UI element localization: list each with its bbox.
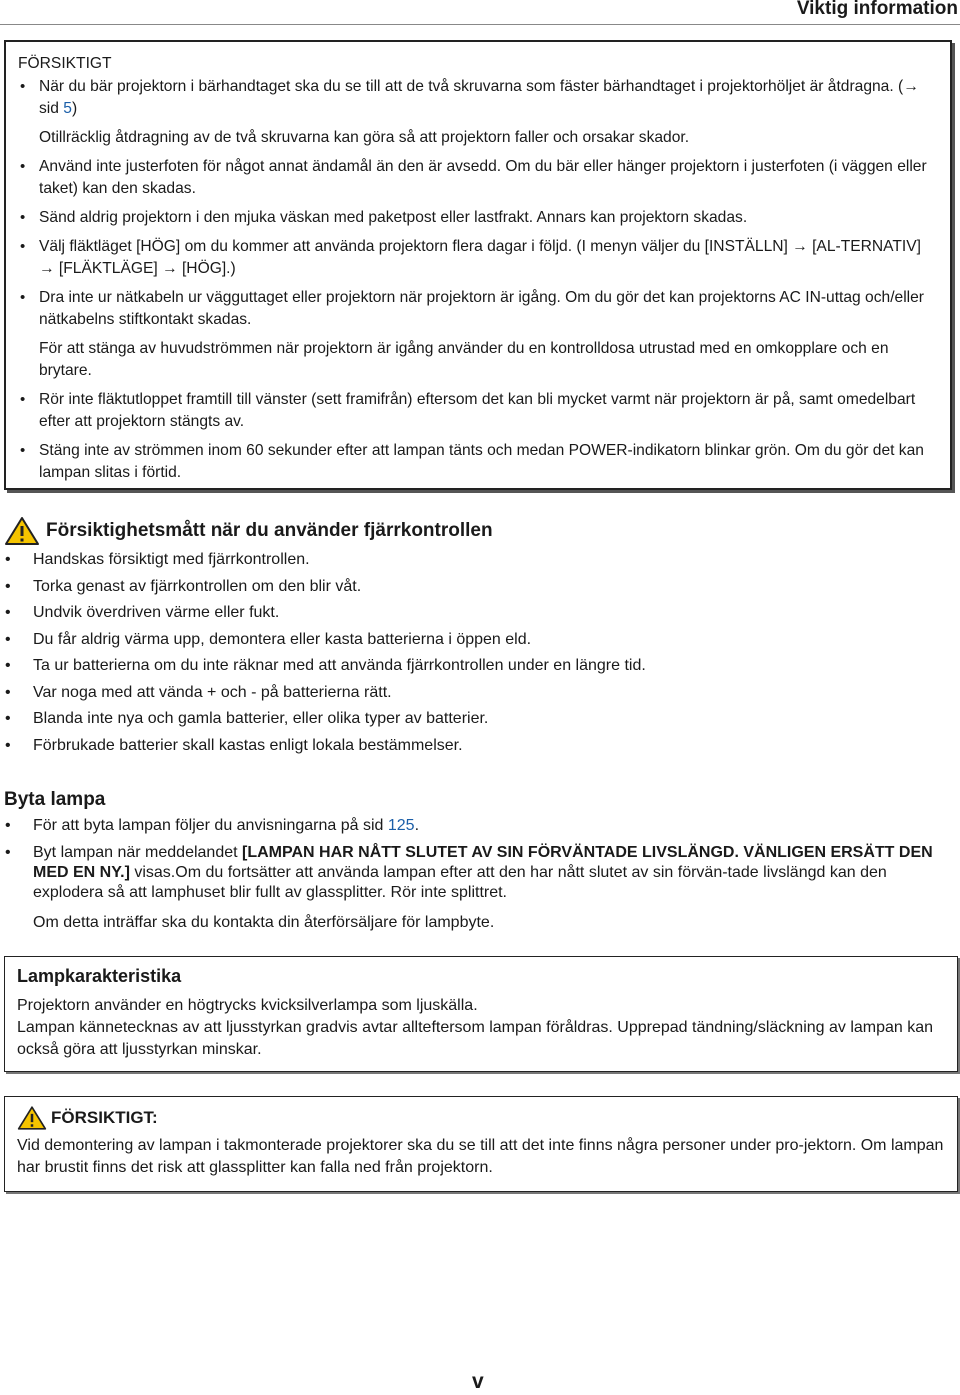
warning-icon <box>4 516 40 546</box>
list-item-text: visas.Om du fortsätter att använda lampan efter att den har nått slutet av sin förvän-tade livslängd kan den explodera så att lamphuset blir fullt av glassplitter. Rör inte splittret. <box>33 863 887 901</box>
info-box-line: Projektorn använder en högtrycks kvicksilverlampa som ljuskälla. <box>17 997 478 1014</box>
list-item: • Välj fläktläget [HÖG] om du kommer att använda projektorn flera dagar i följd. (I menyn väljer du [INSTÄLLN] → [AL-TERNATIV] → [FLÄKTLÄGE] → [HÖG].) <box>18 236 938 280</box>
list-item: • Sänd aldrig projektorn i den mjuka väskan med paketpost eller lastfrakt. Annars kan projektorn skadas. <box>18 207 938 229</box>
list-item-subtext: Om detta inträffar ska du kontakta din återförsäljare för lampbyte. <box>33 913 495 931</box>
remote-section <box>4 516 956 762</box>
info-box-title: Lampkarakteristika <box>17 966 182 986</box>
lamp-characteristics-box <box>4 956 958 1072</box>
list-item: • Stäng inte av strömmen inom 60 sekunder efter att lampan tänts och medan POWER-indikatorn blinkar grön. Om du gör det kan lampan slitas i förtid. <box>18 440 938 484</box>
caution-heading: FÖRSIKTIGT <box>18 55 112 72</box>
remote-section-heading <box>4 516 956 546</box>
list-item: • Undvik överdriven värme eller fukt. <box>4 603 956 623</box>
remote-list <box>4 550 956 756</box>
list-item <box>4 843 956 933</box>
warn-box-heading <box>17 1105 947 1131</box>
info-box-line: Lampan kännetecknas av att ljusstyrkan gradvis avtar allteftersom lampan föråldras. Upprepad tändning/släckning av lampan kan också göra att ljusstyrkan minskar. <box>17 1019 934 1058</box>
lamp-section-title: Byta lampa <box>4 789 106 810</box>
list-item: • Ta ur batterierna om du inte räknar med att använda fjärrkontrollen under en längre tid. <box>4 656 956 676</box>
list-item: • Torka genast av fjärrkontrollen om den blir våt. <box>4 577 956 597</box>
page-header-title: Viktig information <box>796 0 958 19</box>
warn-box-title: FÖRSIKTIGT: <box>51 1108 158 1127</box>
list-item-text: Byt lampan när meddelandet <box>33 843 243 861</box>
list-item-text: ) <box>71 100 78 117</box>
list-item-subtext: För att stänga av huvudströmmen när projektorn är igång använder du en kontrolldosa utrustad med en omkopplare och en brytare. <box>39 340 889 379</box>
list-item-text: När du bär projektorn i bärhandtaget ska du se till att de två skruvarna som fäster bärhandtaget i projektorhöljet är åtdragna. ( <box>39 78 904 95</box>
list-item <box>4 816 956 836</box>
list-item-subtext: Otillräcklig åtdragning av de två skruvarna kan göra så att projektorn faller och orsakar skador. <box>39 129 690 146</box>
lamp-section <box>4 788 956 939</box>
caution-ceiling-box <box>4 1096 958 1192</box>
arrow-icon: → <box>903 78 919 95</box>
caution-box <box>4 40 952 490</box>
remote-section-title: Försiktighetsmått när du använder fjärrkontrollen <box>46 520 493 541</box>
list-item: • Förbrukade batterier skall kastas enligt lokala bestämmelser. <box>4 736 956 756</box>
caution-list <box>18 76 938 484</box>
list-item <box>18 287 938 382</box>
list-item: • Använd inte justerfoten för något annat ändamål än den är avsedd. Om du bär eller hänger projektorn i justerfoten (i väggen eller taket) kan den skadas. <box>18 156 938 200</box>
list-item <box>18 76 938 149</box>
warn-box-text: Vid demontering av lampan i takmonterade projektorer ska du se till att det inte finns några personer under pro-jektorn. Om lampan har brustit finns det risk att glassplitter kan falla ned från projektorn. <box>17 1137 944 1176</box>
lamp-message: [LAMPAN HAR NÅTT SLUTET AV SIN FÖRVÄNTADE LIVSLÄNGD. VÄNLIGEN ERSÄTT DEN MED EN NY.] <box>33 843 933 881</box>
list-item: • Blanda inte nya och gamla batterier, eller olika typer av batterier. <box>4 709 956 729</box>
page-link[interactable]: 5 <box>63 100 72 117</box>
list-item: • Handskas försiktigt med fjärrkontrollen. <box>4 550 956 570</box>
header-divider <box>0 24 960 25</box>
page-number: v <box>472 1370 484 1393</box>
list-item: • Rör inte fläktutloppet framtill till vänster (sett framifrån) eftersom det kan bli mycket varmt när projektorn är på, samt omedelbart efter att projektorn stängts av. <box>18 389 938 433</box>
list-item-text: Dra inte ur nätkabeln ur vägguttaget eller projektorn när projektorn är igång. Om du gör det kan projektorns AC IN-uttag och/eller nätkabelns stiftkontakt skadas. <box>39 289 924 328</box>
list-item-text: . <box>414 817 420 834</box>
list-item: • Du får aldrig värma upp, demontera eller kasta batterierna i öppen eld. <box>4 630 956 650</box>
warning-icon <box>17 1105 47 1131</box>
page-link[interactable]: 125 <box>387 817 415 834</box>
list-item-text: sid <box>39 100 64 117</box>
list-item-text: För att byta lampan följer du anvisningarna på sid <box>33 817 388 834</box>
list-item: • Var noga med att vända + och - på batterierna rätt. <box>4 683 956 703</box>
lamp-list <box>4 816 956 933</box>
